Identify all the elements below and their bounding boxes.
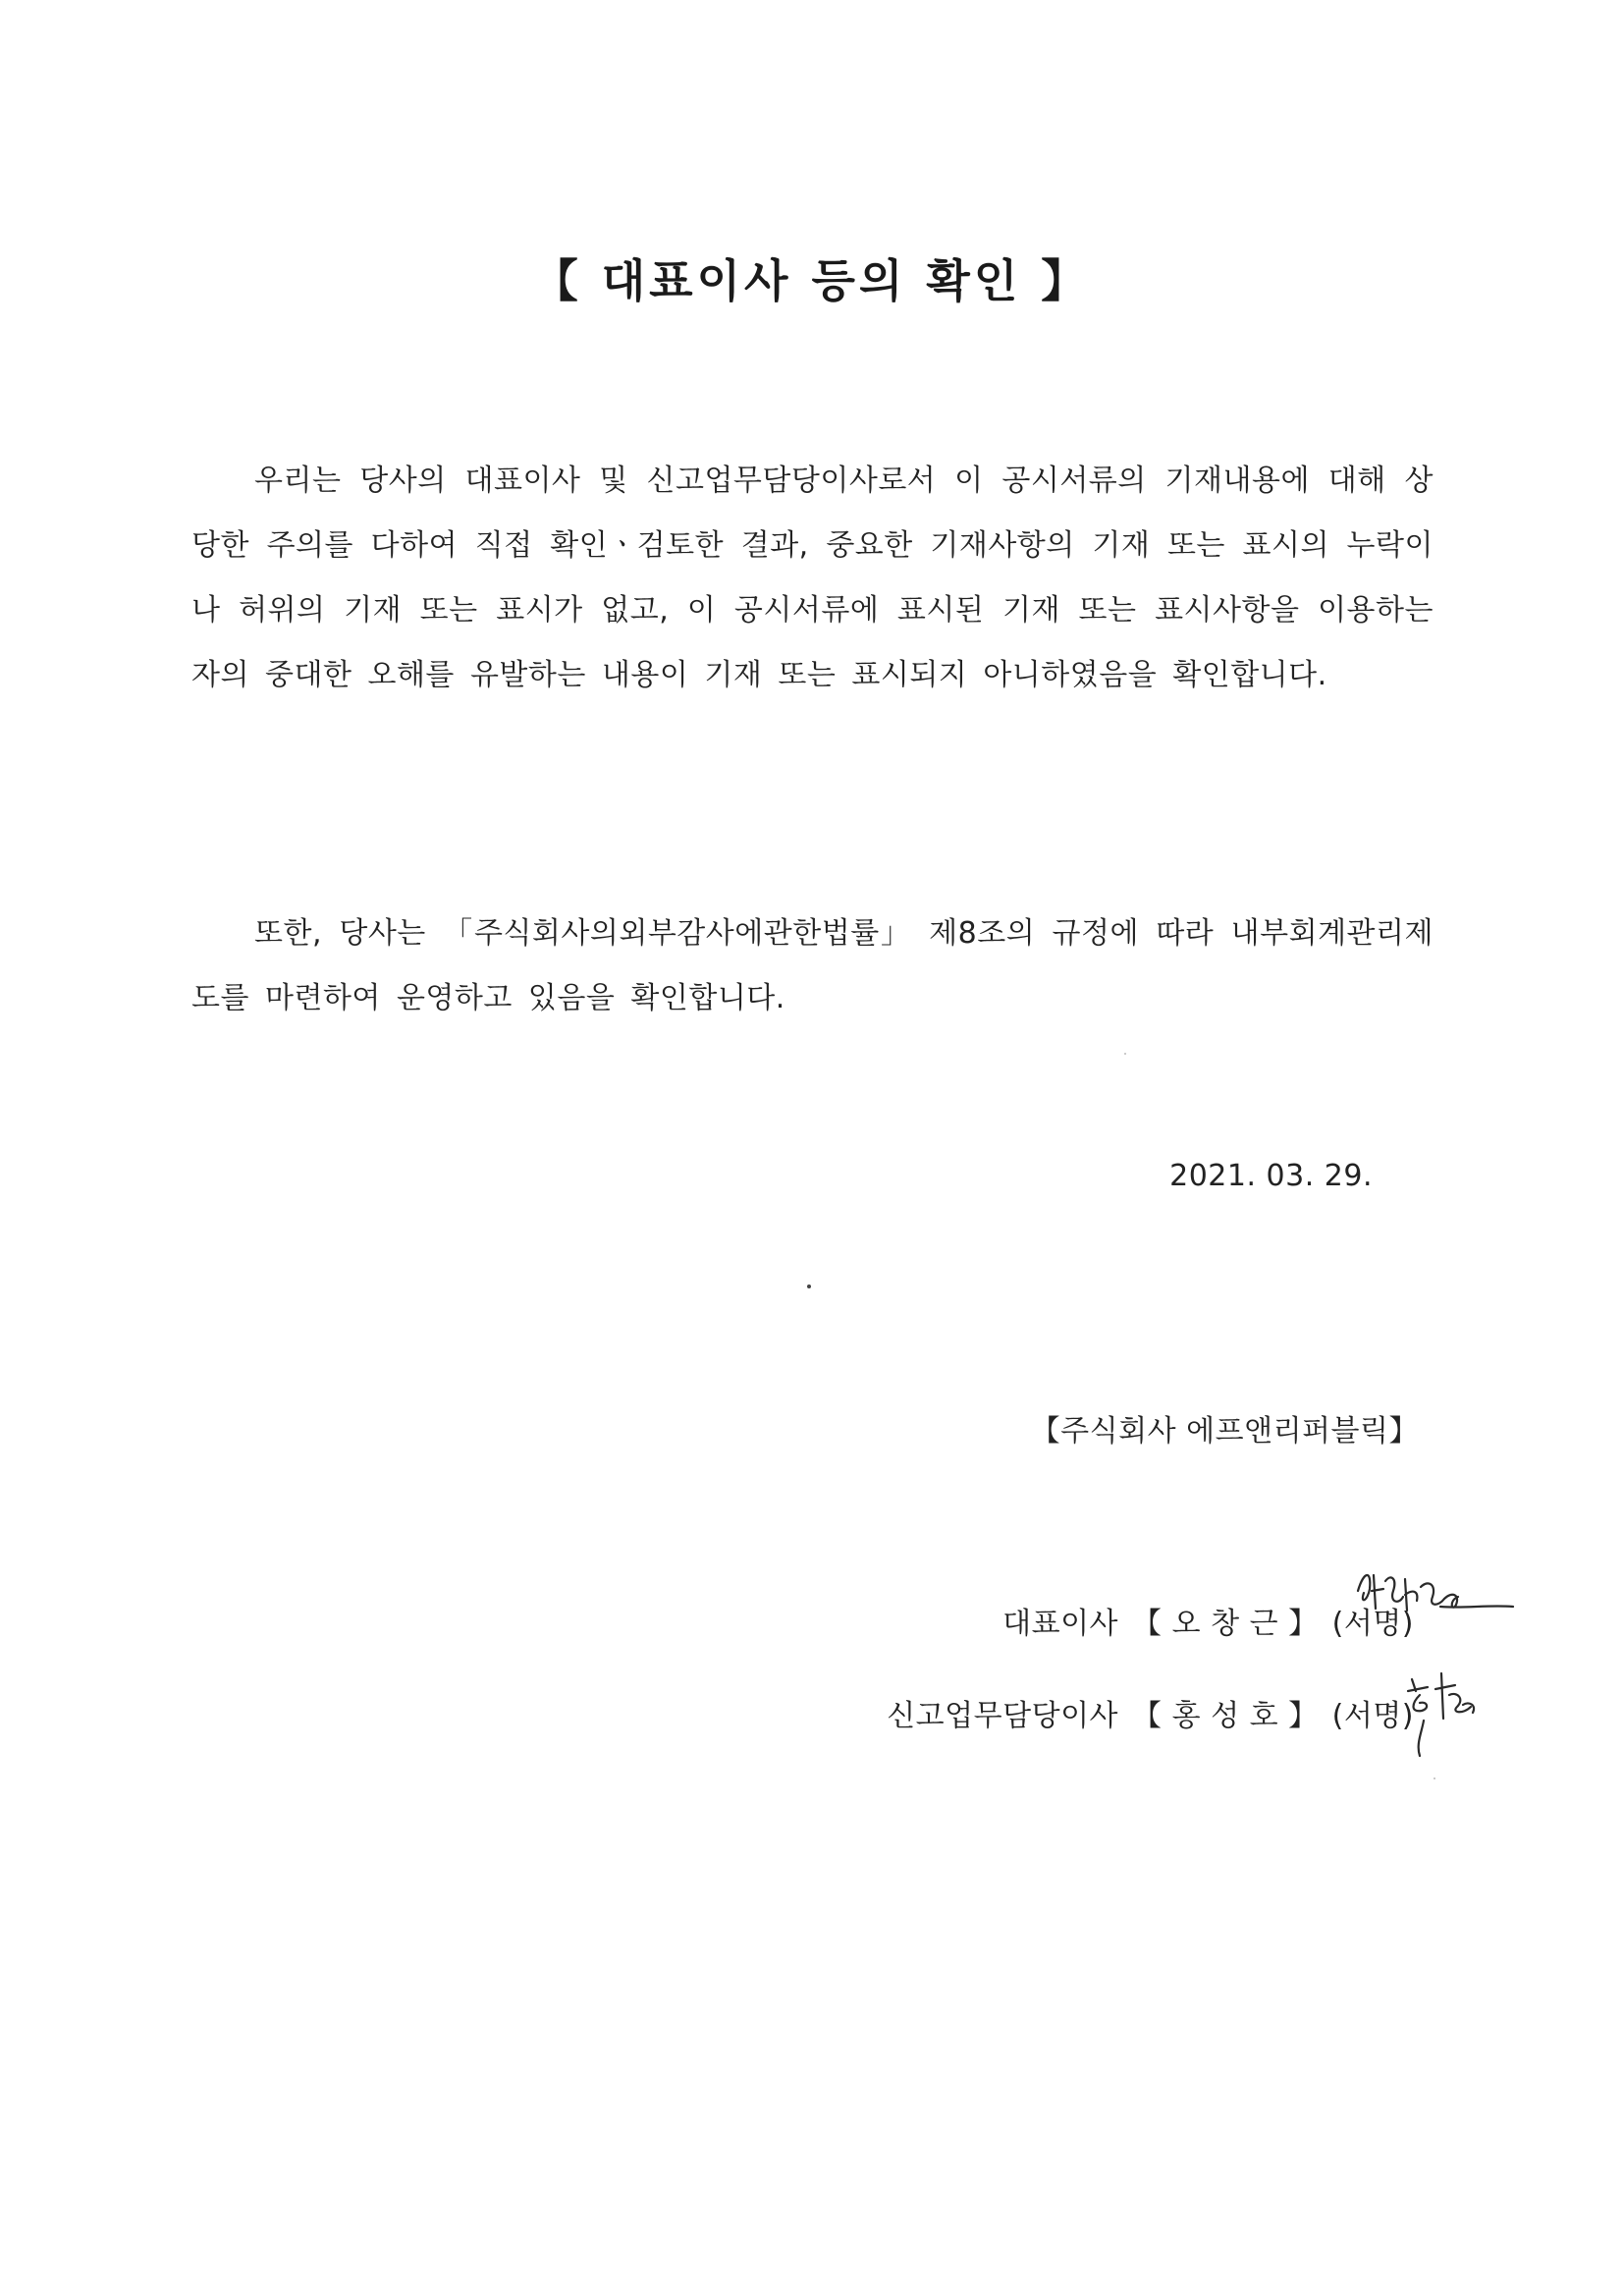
scan-speck <box>1124 1053 1126 1055</box>
internal-control-paragraph-text: 또한, 당사는 「주식회사의외부감사에관한법률」 제8조의 규정에 따라 내부회계관리제도를 마련하여 운영하고 있음을 확인합니다. <box>191 916 1434 1015</box>
company-name: 【주식회사 에프앤리퍼블릭】 <box>1030 1414 1419 1449</box>
document-date: 2021. 03. 29. <box>1169 1159 1373 1193</box>
disclosure-director-name: 【 홍 성 호 】 <box>1132 1699 1319 1733</box>
scan-speck <box>1434 1777 1435 1779</box>
internal-control-paragraph <box>191 902 1434 1031</box>
ceo-name: 【 오 창 근 】 <box>1132 1607 1319 1641</box>
scan-speck <box>807 1285 811 1288</box>
confirmation-paragraph <box>191 449 1434 708</box>
confirmation-paragraph-text: 우리는 당사의 대표이사 및 신고업무담당이사로서 이 공시서류의 기재내용에 대해 상당한 주의를 다하여 직접 확인ㆍ검토한 결과, 중요한 기재사항의 기재 또는 표시의 누락이나 허위의 기재 또는 표시가 없고, 이 공시서류에 표시된 기재 또는 표시사항을 이용하는 자의 중대한 오해를 유발하는 내용이 기재 또는 표시되지 아니하였음을 확인합니다. <box>191 464 1434 692</box>
disclosure-director-signature-line <box>887 1691 1414 1734</box>
document-title: 【 대표이사 등의 확인 】 <box>532 254 1091 307</box>
ceo-role: 대표이사 <box>1002 1607 1119 1641</box>
ceo-sign-label: (서명) <box>1331 1607 1414 1641</box>
disclosure-director-role: 신고업무담당이사 <box>887 1699 1119 1733</box>
disclosure-director-sign-label: (서명) <box>1331 1699 1414 1733</box>
ceo-signature-line <box>1002 1599 1414 1642</box>
